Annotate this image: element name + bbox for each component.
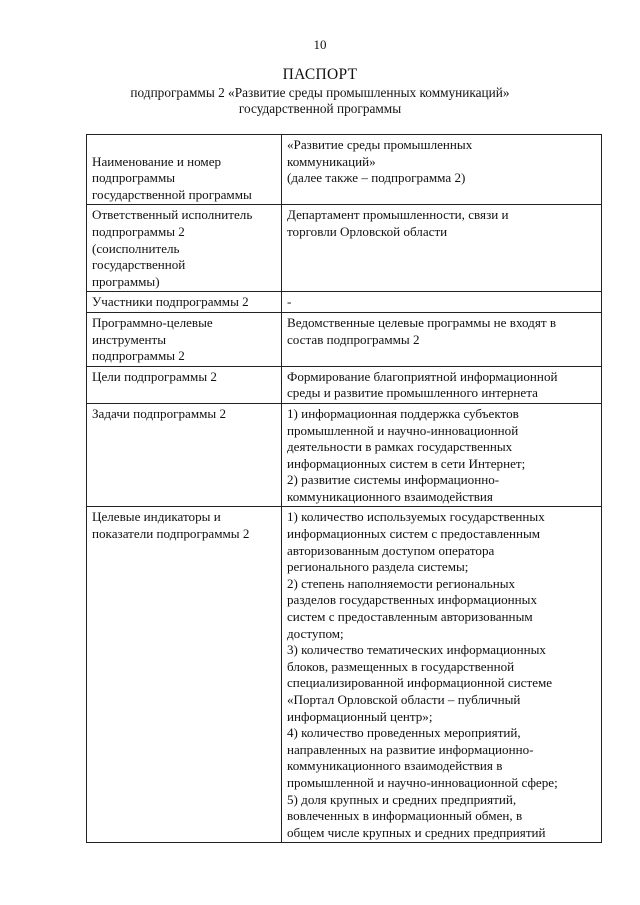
row-label-cell	[87, 292, 282, 313]
row-value-line: вовлеченных в информационный обмен, в	[287, 808, 523, 824]
row-label-cell	[87, 205, 282, 292]
row-value-line: блоков, размещенных в государственной	[287, 658, 515, 674]
row-value-line: Ведомственные целевые программы не входят в	[287, 314, 557, 330]
row-label-line: подпрограммы 2	[92, 348, 185, 364]
table-row-participants	[87, 292, 602, 313]
row-label-line: программы)	[92, 273, 160, 289]
row-label-cell	[87, 403, 282, 507]
row-label-line: Целевые индикаторы и	[92, 509, 221, 525]
row-label-line: (соисполнитель	[92, 240, 180, 256]
row-value-line: доступом;	[287, 625, 344, 641]
row-value-line: разделов государственных информационных	[287, 592, 538, 608]
row-label-cell	[87, 507, 282, 843]
row-value-line: промышленной и научно-инновационной сфере;	[287, 774, 558, 790]
row-label-line: Ответственный исполнитель	[92, 207, 253, 223]
row-label-line: Задачи подпрограммы 2	[92, 405, 227, 421]
passport-table	[86, 134, 602, 843]
row-value-line: 2) степень наполняемости региональных	[287, 575, 516, 591]
table-row-goals	[87, 366, 602, 403]
row-value-line: Формирование благоприятной информационной	[287, 368, 558, 384]
table-row-tasks	[87, 403, 602, 507]
row-value-line: специализированной информационной системе	[287, 675, 553, 691]
row-label-line: Цели подпрограммы 2	[92, 368, 217, 384]
row-value-line: информационный центр»;	[287, 708, 433, 724]
row-value-line: состав подпрограммы 2	[287, 331, 420, 347]
table-row-instruments	[87, 312, 602, 366]
row-value-line: промышленной и научно-инновационной	[287, 422, 519, 438]
row-value-line: авторизованным доступом оператора	[287, 542, 495, 558]
row-value-line: Департамент промышленности, связи и	[287, 207, 509, 223]
row-value-cell	[282, 205, 602, 292]
row-value-line: коммуникационного взаимодействия в	[287, 758, 503, 774]
row-value-cell	[282, 507, 602, 843]
table-row-indicators	[87, 507, 602, 843]
row-value-cell	[282, 292, 602, 313]
row-value-line: (далее также – подпрограмма 2)	[287, 170, 466, 186]
subtitle-line: подпрограммы 2 «Развитие среды промышленных коммуникаций»	[130, 85, 510, 100]
row-value-cell	[282, 403, 602, 507]
document-subtitle	[60, 85, 580, 117]
row-value-line: 2) развитие системы информационно-	[287, 472, 500, 488]
row-label-cell	[87, 312, 282, 366]
subtitle-line: государственной программы	[238, 101, 402, 116]
row-value-line: 1) информационная поддержка субъектов	[287, 405, 519, 421]
row-value-line: 5) доля крупных и средних предприятий,	[287, 791, 517, 807]
row-value-line: информационных систем с предоставленным	[287, 526, 541, 542]
row-value-line: информационных систем в сети Интернет;	[287, 455, 526, 471]
row-value-line: направленных на развитие информационно-	[287, 741, 534, 757]
row-value-line: коммуникаций»	[287, 153, 376, 169]
row-value-line: торговли Орловской области	[287, 223, 448, 239]
row-value-line: регионального раздела системы;	[287, 559, 469, 575]
row-label-line: подпрограммы 2	[92, 223, 185, 239]
row-value-cell	[282, 312, 602, 366]
row-value-line: «Развитие среды промышленных	[287, 137, 473, 152]
row-label-line: Участники подпрограммы 2	[92, 294, 249, 310]
document-title: ПАСПОРТ	[282, 66, 358, 83]
row-value-line: -	[287, 294, 292, 310]
row-label-line: подпрограммы	[92, 170, 176, 186]
table-row-responsible	[87, 205, 602, 292]
row-label-cell	[87, 135, 282, 205]
row-label-line: государственной программы	[92, 186, 252, 202]
row-value-line: систем с предоставленным авторизованным	[287, 609, 533, 625]
row-label-cell	[87, 366, 282, 403]
row-label-line	[92, 137, 278, 154]
row-value-line: деятельности в рамках государственных	[287, 439, 513, 455]
table-row-name	[87, 135, 602, 205]
row-label-line: Наименование и номер	[92, 153, 222, 169]
row-value-line: 3) количество тематических информационных	[287, 642, 546, 658]
row-value-line: общем числе крупных и средних предприятий	[287, 824, 546, 840]
row-value-line: «Портал Орловской области – публичный	[287, 692, 521, 707]
row-value-line: 1) количество используемых государственных	[287, 509, 545, 525]
row-value-line: коммуникационного взаимодействия	[287, 488, 493, 504]
page-number: 10	[313, 37, 327, 52]
row-label-line: показатели подпрограммы 2	[92, 526, 250, 542]
row-value-cell	[282, 135, 602, 205]
row-value-line: 4) количество проведенных мероприятий,	[287, 725, 521, 741]
row-label-line: Программно-целевые	[92, 314, 213, 330]
row-label-line: инструменты	[92, 331, 167, 347]
row-value-cell	[282, 366, 602, 403]
row-label-line: государственной	[92, 257, 186, 273]
row-value-line: среды и развитие промышленного интернета	[287, 385, 538, 401]
